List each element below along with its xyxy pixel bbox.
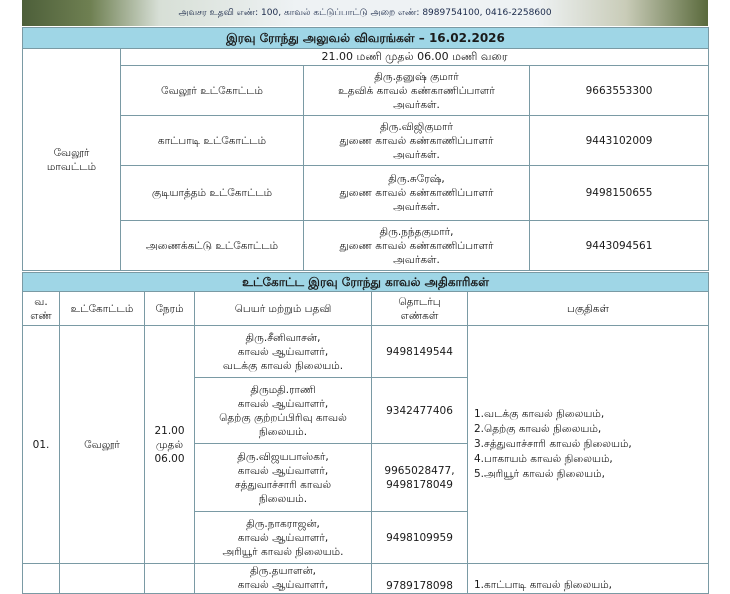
col-header-subdivision: உட்கோட்டம் — [60, 292, 145, 326]
phone-cell: 9342477406 — [372, 378, 468, 444]
subdivision-cell: அணைக்கட்டு உட்கோட்டம் — [121, 221, 304, 271]
officer-cell: திரு.விஜிகுமார் துணை காவல் கண்காணிப்பாளர் அவர்கள். — [304, 116, 530, 166]
subdivision-officers-table — [22, 272, 709, 594]
phone-cell: 9663553300 — [530, 66, 709, 116]
sno-cell: 01. — [23, 326, 60, 564]
phone-cell: 9443102009 — [530, 116, 709, 166]
col-header-contact: தொடர்பு எண்கள் — [372, 292, 468, 326]
phone-cell: 9498109959 — [372, 512, 468, 564]
subdivision-cell: வேலூர் உட்கோட்டம் — [121, 66, 304, 116]
officer-cell: திரு.சுரேஷ், துணை காவல் கண்காணிப்பாளர் அவர்கள். — [304, 166, 530, 221]
col-header-name: பெயர் மற்றும் பதவி — [195, 292, 372, 326]
section2-title: உட்கோட்ட இரவு ரோந்து காவல் அதிகாரிகள் — [23, 273, 709, 292]
header-banner — [22, 0, 708, 26]
night-patrol-table — [22, 27, 709, 271]
subdivision-cell — [60, 564, 145, 594]
areas-cell: 1.வடக்கு காவல் நிலையம், 2.தெற்கு காவல் நிலையம், 3.சத்துவாச்சாரி காவல் நிலையம், 4.பாகாயம் காவல் நிலையம், 5.அரியூர் காவல் நிலையம், — [468, 326, 709, 564]
time-range: 21.00 மணி முதல் 06.00 மணி வரை — [121, 49, 709, 66]
subdivision-cell: குடியாத்தம் உட்கோட்டம் — [121, 166, 304, 221]
phone-cell: 9789178098 — [372, 564, 468, 594]
officer-name-cell: திரு.சீனிவாசன், காவல் ஆய்வாளர், வடக்கு காவல் நிலையம். — [195, 326, 372, 378]
officer-name-cell: திரு.தயாளன், காவல் ஆய்வாளர், — [195, 564, 372, 594]
officer-cell: திரு.தனுஷ் குமார் உதவிக் காவல் கண்காணிப்பாளர் அவர்கள். — [304, 66, 530, 116]
subdivision-cell: வேலூர் — [60, 326, 145, 564]
officer-name-cell: திரு.விஜயபாஸ்கர், காவல் ஆய்வாளர், சத்துவாச்சாரி காவல் நிலையம். — [195, 444, 372, 512]
district-cell: வேலூர் மாவட்டம் — [23, 49, 121, 271]
phone-cell: 9498150655 — [530, 166, 709, 221]
phone-cell: 9498149544 — [372, 326, 468, 378]
col-header-sno: வ. எண் — [23, 292, 60, 326]
time-cell — [145, 564, 195, 594]
officer-name-cell: திருமதி.ராணி காவல் ஆய்வாளர், தெற்கு குற்றப்பிரிவு காவல் நிலையம். — [195, 378, 372, 444]
time-cell: 21.00 முதல் 06.00 — [145, 326, 195, 564]
subdivision-cell: காட்பாடி உட்கோட்டம் — [121, 116, 304, 166]
col-header-time: நேரம் — [145, 292, 195, 326]
areas-cell: 1.காட்பாடி காவல் நிலையம், — [468, 564, 709, 594]
sno-cell — [23, 564, 60, 594]
section1-title: இரவு ரோந்து அலுவல் விவரங்கள் – 16.02.2026 — [23, 28, 709, 49]
phone-cell: 9443094561 — [530, 221, 709, 271]
helpline-text: அவசர உதவி எண்: 100, காவல் கட்டுப்பாட்டு அறை எண்: 8989754100, 0416-2258600 — [178, 8, 552, 18]
officer-cell: திரு.நந்தகுமார், துணை காவல் கண்காணிப்பாளர் அவர்கள். — [304, 221, 530, 271]
col-header-areas: பகுதிகள் — [468, 292, 709, 326]
phone-cell: 9965028477, 9498178049 — [372, 444, 468, 512]
officer-name-cell: திரு.நாகராஜன், காவல் ஆய்வாளர், அரியூர் காவல் நிலையம். — [195, 512, 372, 564]
